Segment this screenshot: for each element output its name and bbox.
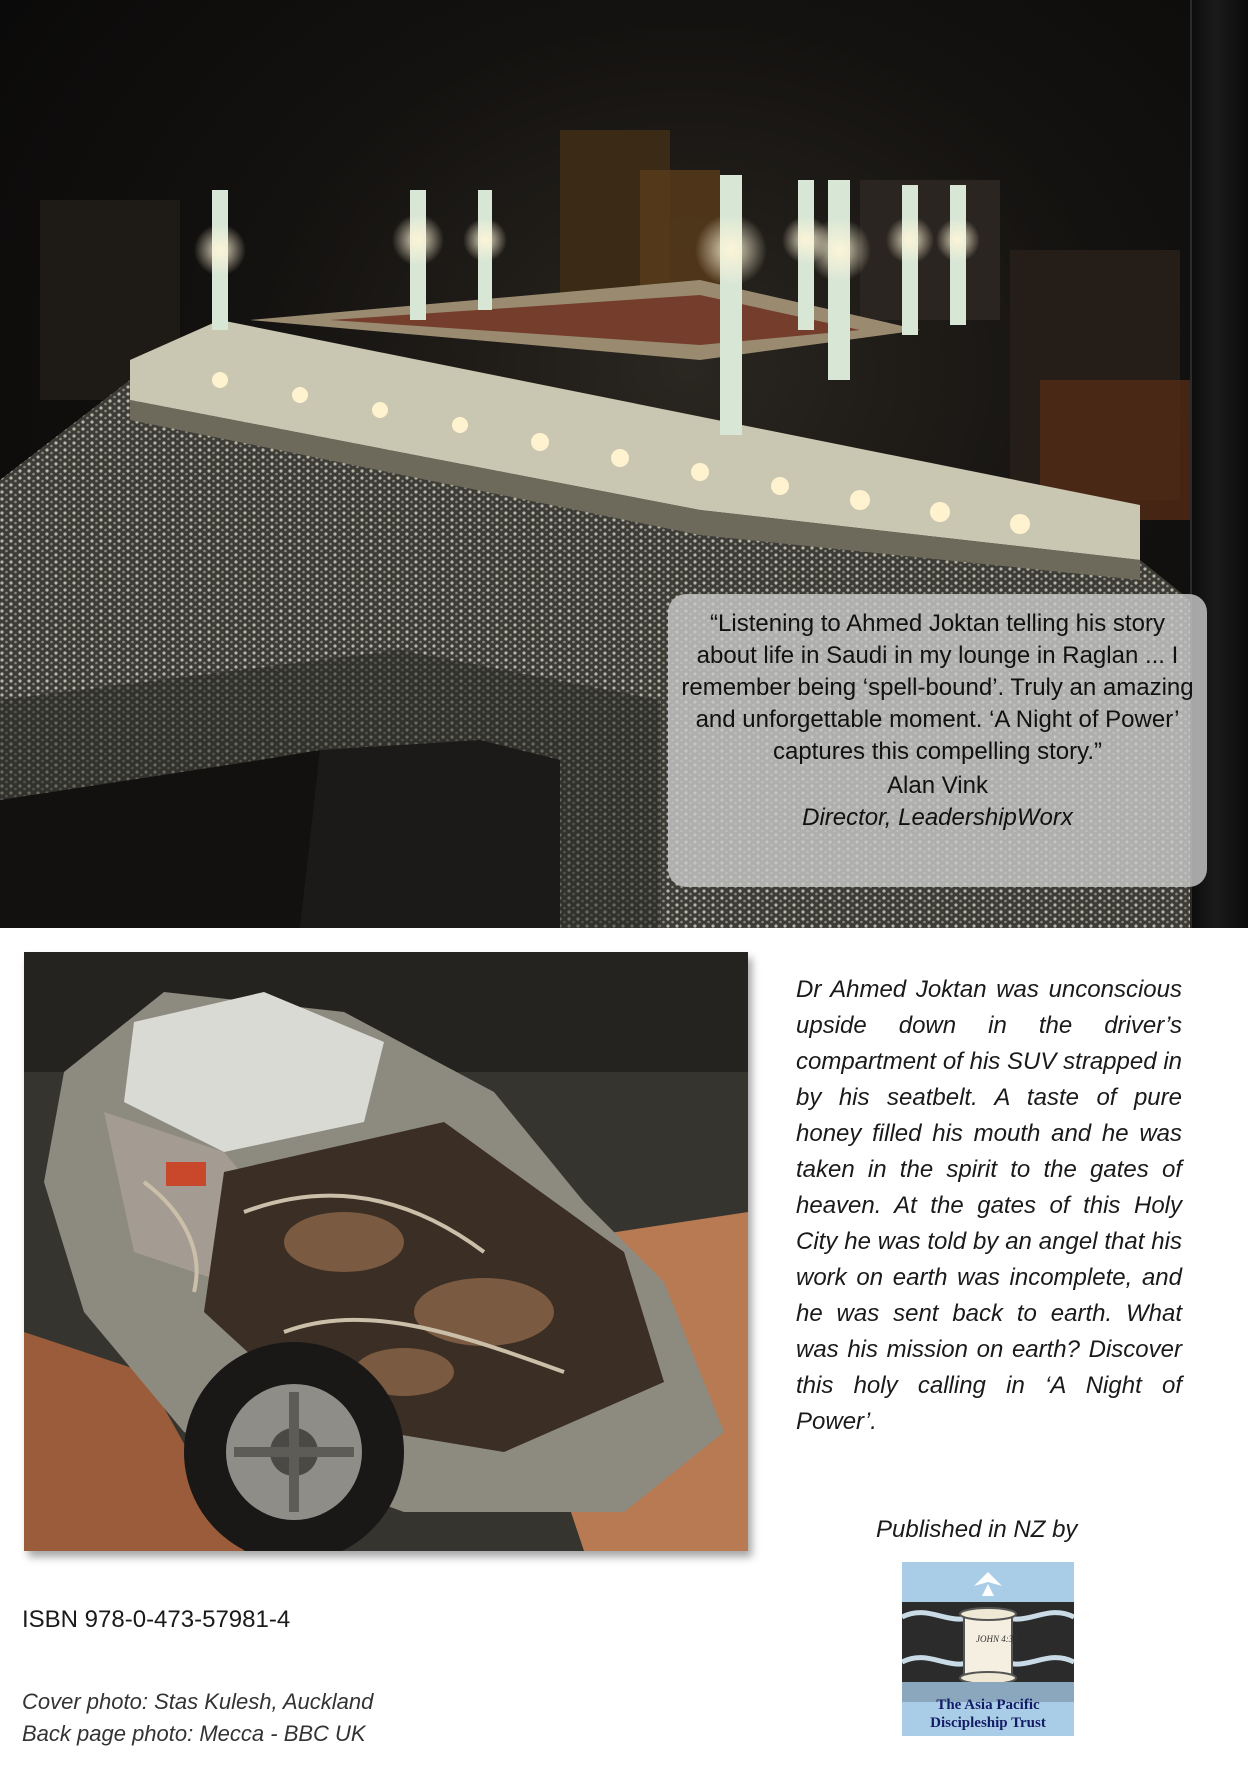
publisher-logo bbox=[902, 1562, 1074, 1736]
publisher-name: The Asia Pacific Discipleship Trust bbox=[930, 1697, 1046, 1731]
logo-scroll-text: JOHN 4:35 bbox=[976, 1634, 1018, 1644]
published-by-label: Published in NZ by bbox=[876, 1516, 1078, 1543]
back-cover-blurb: Dr Ahmed Joktan was unconscious upside down in the driver’s compartment of his SUV strapped in by his seatbelt. A taste of pure honey filled his mouth and he was taken in the spirit to the gates of heaven. At the gates of this Holy City he was told by an angel that his work on earth was incomplete, and he was sent back to earth. What was his mission on earth? Discover this holy calling in ‘A Night of Power’. bbox=[796, 976, 1182, 1435]
endorsement-author: Alan Vink bbox=[887, 772, 988, 799]
endorsement-quote-box bbox=[668, 594, 1207, 887]
wrecked-suv-illustration bbox=[24, 952, 748, 1551]
photo-credits bbox=[22, 1686, 373, 1750]
back-photo-credit: Back page photo: Mecca - BBC UK bbox=[22, 1721, 366, 1746]
cover-photo-credit: Cover photo: Stas Kulesh, Auckland bbox=[22, 1689, 374, 1714]
endorsement-quote-text: “Listening to Ahmed Joktan telling his story about life in Saudi in my lounge in Raglan ... I remember being ‘spell-bound’. Truly an amazing and unforgettable moment. ‘A Night of Power’ captures this compelling story.” bbox=[681, 610, 1194, 765]
wrecked-suv-photo bbox=[24, 952, 748, 1551]
endorsement-author-role: Director, LeadershipWorx bbox=[802, 804, 1073, 831]
isbn-number: ISBN 978-0-473-57981-4 bbox=[22, 1606, 291, 1633]
